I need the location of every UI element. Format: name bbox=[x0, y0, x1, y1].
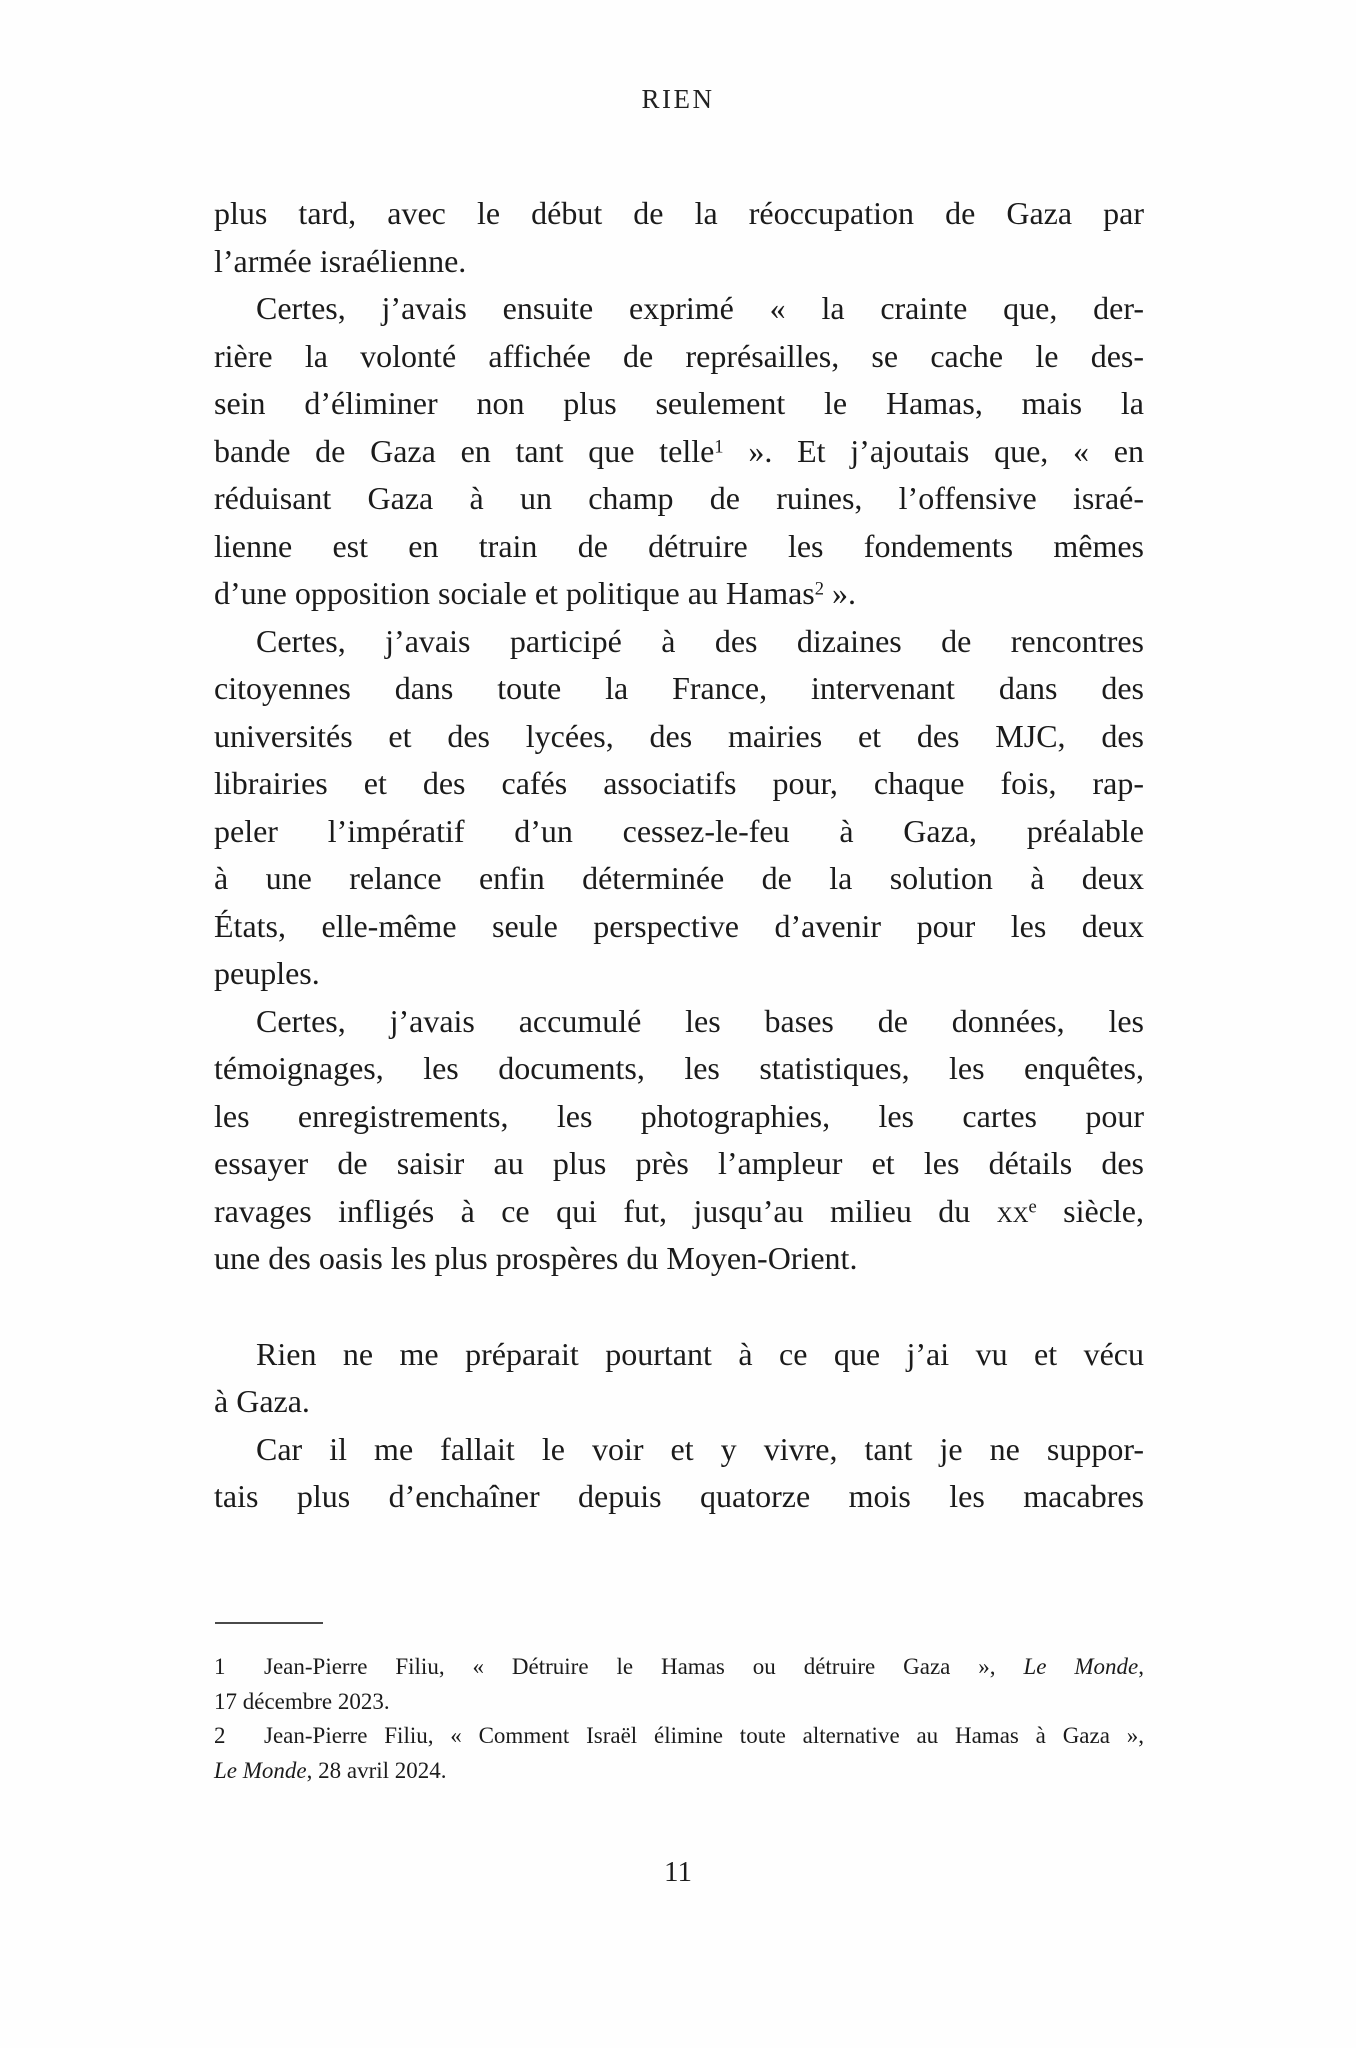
text-segment: tais plus d’enchaîner depuis quatorze mois les macabres bbox=[214, 1478, 1144, 1514]
text-line bbox=[214, 1093, 1144, 1141]
footnote-rule bbox=[215, 1622, 323, 1624]
page-number: 11 bbox=[664, 1856, 692, 1888]
text-line bbox=[214, 1331, 1144, 1379]
text-segment: États, elle-même seule perspective d’avenir pour les deux bbox=[214, 907, 1144, 944]
text-segment: réduisant Gaza à un champ de ruines, l’offensive israé- bbox=[214, 480, 1144, 516]
text-segment: essayer de saisir au plus près l’ampleur et les détails des bbox=[214, 1145, 1144, 1181]
text-line bbox=[214, 950, 1144, 998]
text-line bbox=[214, 1140, 1144, 1188]
text-segment-sup: e bbox=[1028, 1196, 1037, 1218]
text-segment: ravages infligés à ce qui fut, jusqu’au milieu du bbox=[214, 1192, 997, 1229]
text-segment: , bbox=[1138, 1654, 1144, 1679]
text-segment-sup: 2 bbox=[814, 578, 825, 600]
text-segment: Certes, j’avais participé à des dizaines de rencontres bbox=[256, 622, 1144, 659]
text-line bbox=[214, 855, 1144, 903]
text-segment: rière la volonté affichée de représailles, se cache le des- bbox=[214, 337, 1144, 374]
text-segment: l’armée israélienne. bbox=[214, 242, 467, 279]
text-segment: lienne est en train de détruire les fondements mêmes bbox=[214, 527, 1144, 564]
text-segment: librairies et des cafés associatifs pour, chaque fois, rap- bbox=[214, 765, 1144, 801]
text-segment: siècle, bbox=[1036, 1192, 1145, 1229]
text-line bbox=[214, 428, 1144, 476]
text-segment: témoignages, les documents, les statistiques, les enquêtes, bbox=[214, 1050, 1144, 1086]
text-line bbox=[214, 903, 1144, 951]
text-segment: universités et des lycées, des mairies et des MJC, des bbox=[214, 717, 1144, 754]
text-line bbox=[214, 238, 1144, 286]
text-segment-sc: xx bbox=[996, 1192, 1029, 1229]
footnotes bbox=[214, 1650, 1144, 1788]
text-line bbox=[214, 618, 1144, 666]
text-line bbox=[214, 570, 1144, 618]
text-segment: à une relance enfin déterminée de la solution à deux bbox=[214, 860, 1144, 896]
text-segment: Jean-Pierre Filiu, « Détruire le Hamas ou détruire Gaza », bbox=[264, 1654, 1024, 1679]
text-segment-fnnum: 1 bbox=[214, 1654, 226, 1679]
text-line bbox=[214, 1685, 1144, 1720]
text-segment: sein d’éliminer non plus seulement le Hamas, mais la bbox=[214, 385, 1144, 421]
text-line bbox=[214, 760, 1144, 808]
text-line bbox=[214, 1188, 1144, 1236]
text-segment: Certes, j’avais accumulé les bases de données, les bbox=[256, 1002, 1144, 1039]
text-segment: Certes, j’avais ensuite exprimé « la crainte que, der- bbox=[256, 290, 1144, 326]
text-segment: citoyennes dans toute la France, intervenant dans des bbox=[214, 670, 1144, 706]
text-segment: Rien ne me préparait pourtant à ce que j’ai vu et vécu bbox=[256, 1335, 1144, 1372]
text-line bbox=[214, 285, 1144, 333]
text-segment: à Gaza. bbox=[214, 1383, 310, 1419]
text-line bbox=[214, 1650, 1144, 1685]
text-line bbox=[214, 333, 1144, 381]
text-line bbox=[214, 1754, 1144, 1789]
body-text bbox=[214, 190, 1144, 1521]
text-segment: ». bbox=[824, 575, 857, 611]
text-line bbox=[214, 380, 1144, 428]
text-line bbox=[214, 1235, 1144, 1283]
text-line bbox=[214, 665, 1144, 713]
text-segment: bande de Gaza en tant que telle bbox=[214, 432, 715, 469]
text-segment-it: Le Monde bbox=[1023, 1654, 1139, 1679]
text-segment: les enregistrements, les photographies, les cartes pour bbox=[214, 1097, 1144, 1134]
text-segment: d’une opposition sociale et politique au Hamas bbox=[214, 575, 815, 611]
text-line bbox=[214, 1378, 1144, 1426]
text-segment: peuples. bbox=[214, 955, 320, 991]
text-line bbox=[214, 523, 1144, 571]
text-segment: , 28 avril 2024. bbox=[306, 1757, 447, 1783]
text-line bbox=[214, 808, 1144, 856]
text-line bbox=[214, 1045, 1144, 1093]
text-line bbox=[214, 713, 1144, 761]
text-segment: une des oasis les plus prospères du Moyen-Orient. bbox=[214, 1240, 858, 1276]
text-line bbox=[214, 1473, 1144, 1521]
text-segment-fnnum: 2 bbox=[214, 1723, 226, 1748]
text-segment-sup: 1 bbox=[714, 436, 724, 458]
text-line bbox=[214, 998, 1144, 1046]
running-head: RIEN bbox=[641, 84, 715, 114]
text-line bbox=[214, 1426, 1144, 1474]
text-segment: plus tard, avec le début de la réoccupation de Gaza par bbox=[214, 195, 1144, 231]
text-segment: 17 décembre 2023. bbox=[214, 1688, 390, 1714]
text-segment: peler l’impératif d’un cessez-le-feu à Gaza, préalable bbox=[214, 812, 1144, 849]
text-segment: Car il me fallait le voir et y vivre, tant je ne suppor- bbox=[256, 1430, 1144, 1467]
text-line bbox=[214, 475, 1144, 523]
text-segment-it: Le Monde bbox=[214, 1757, 307, 1783]
text-segment: ». Et j’ajoutais que, « en bbox=[723, 432, 1144, 469]
text-segment: Jean-Pierre Filiu, « Comment Israël élimine toute alternative au Hamas à Gaza », bbox=[264, 1723, 1144, 1748]
text-line bbox=[214, 1719, 1144, 1754]
text-line bbox=[214, 190, 1144, 238]
